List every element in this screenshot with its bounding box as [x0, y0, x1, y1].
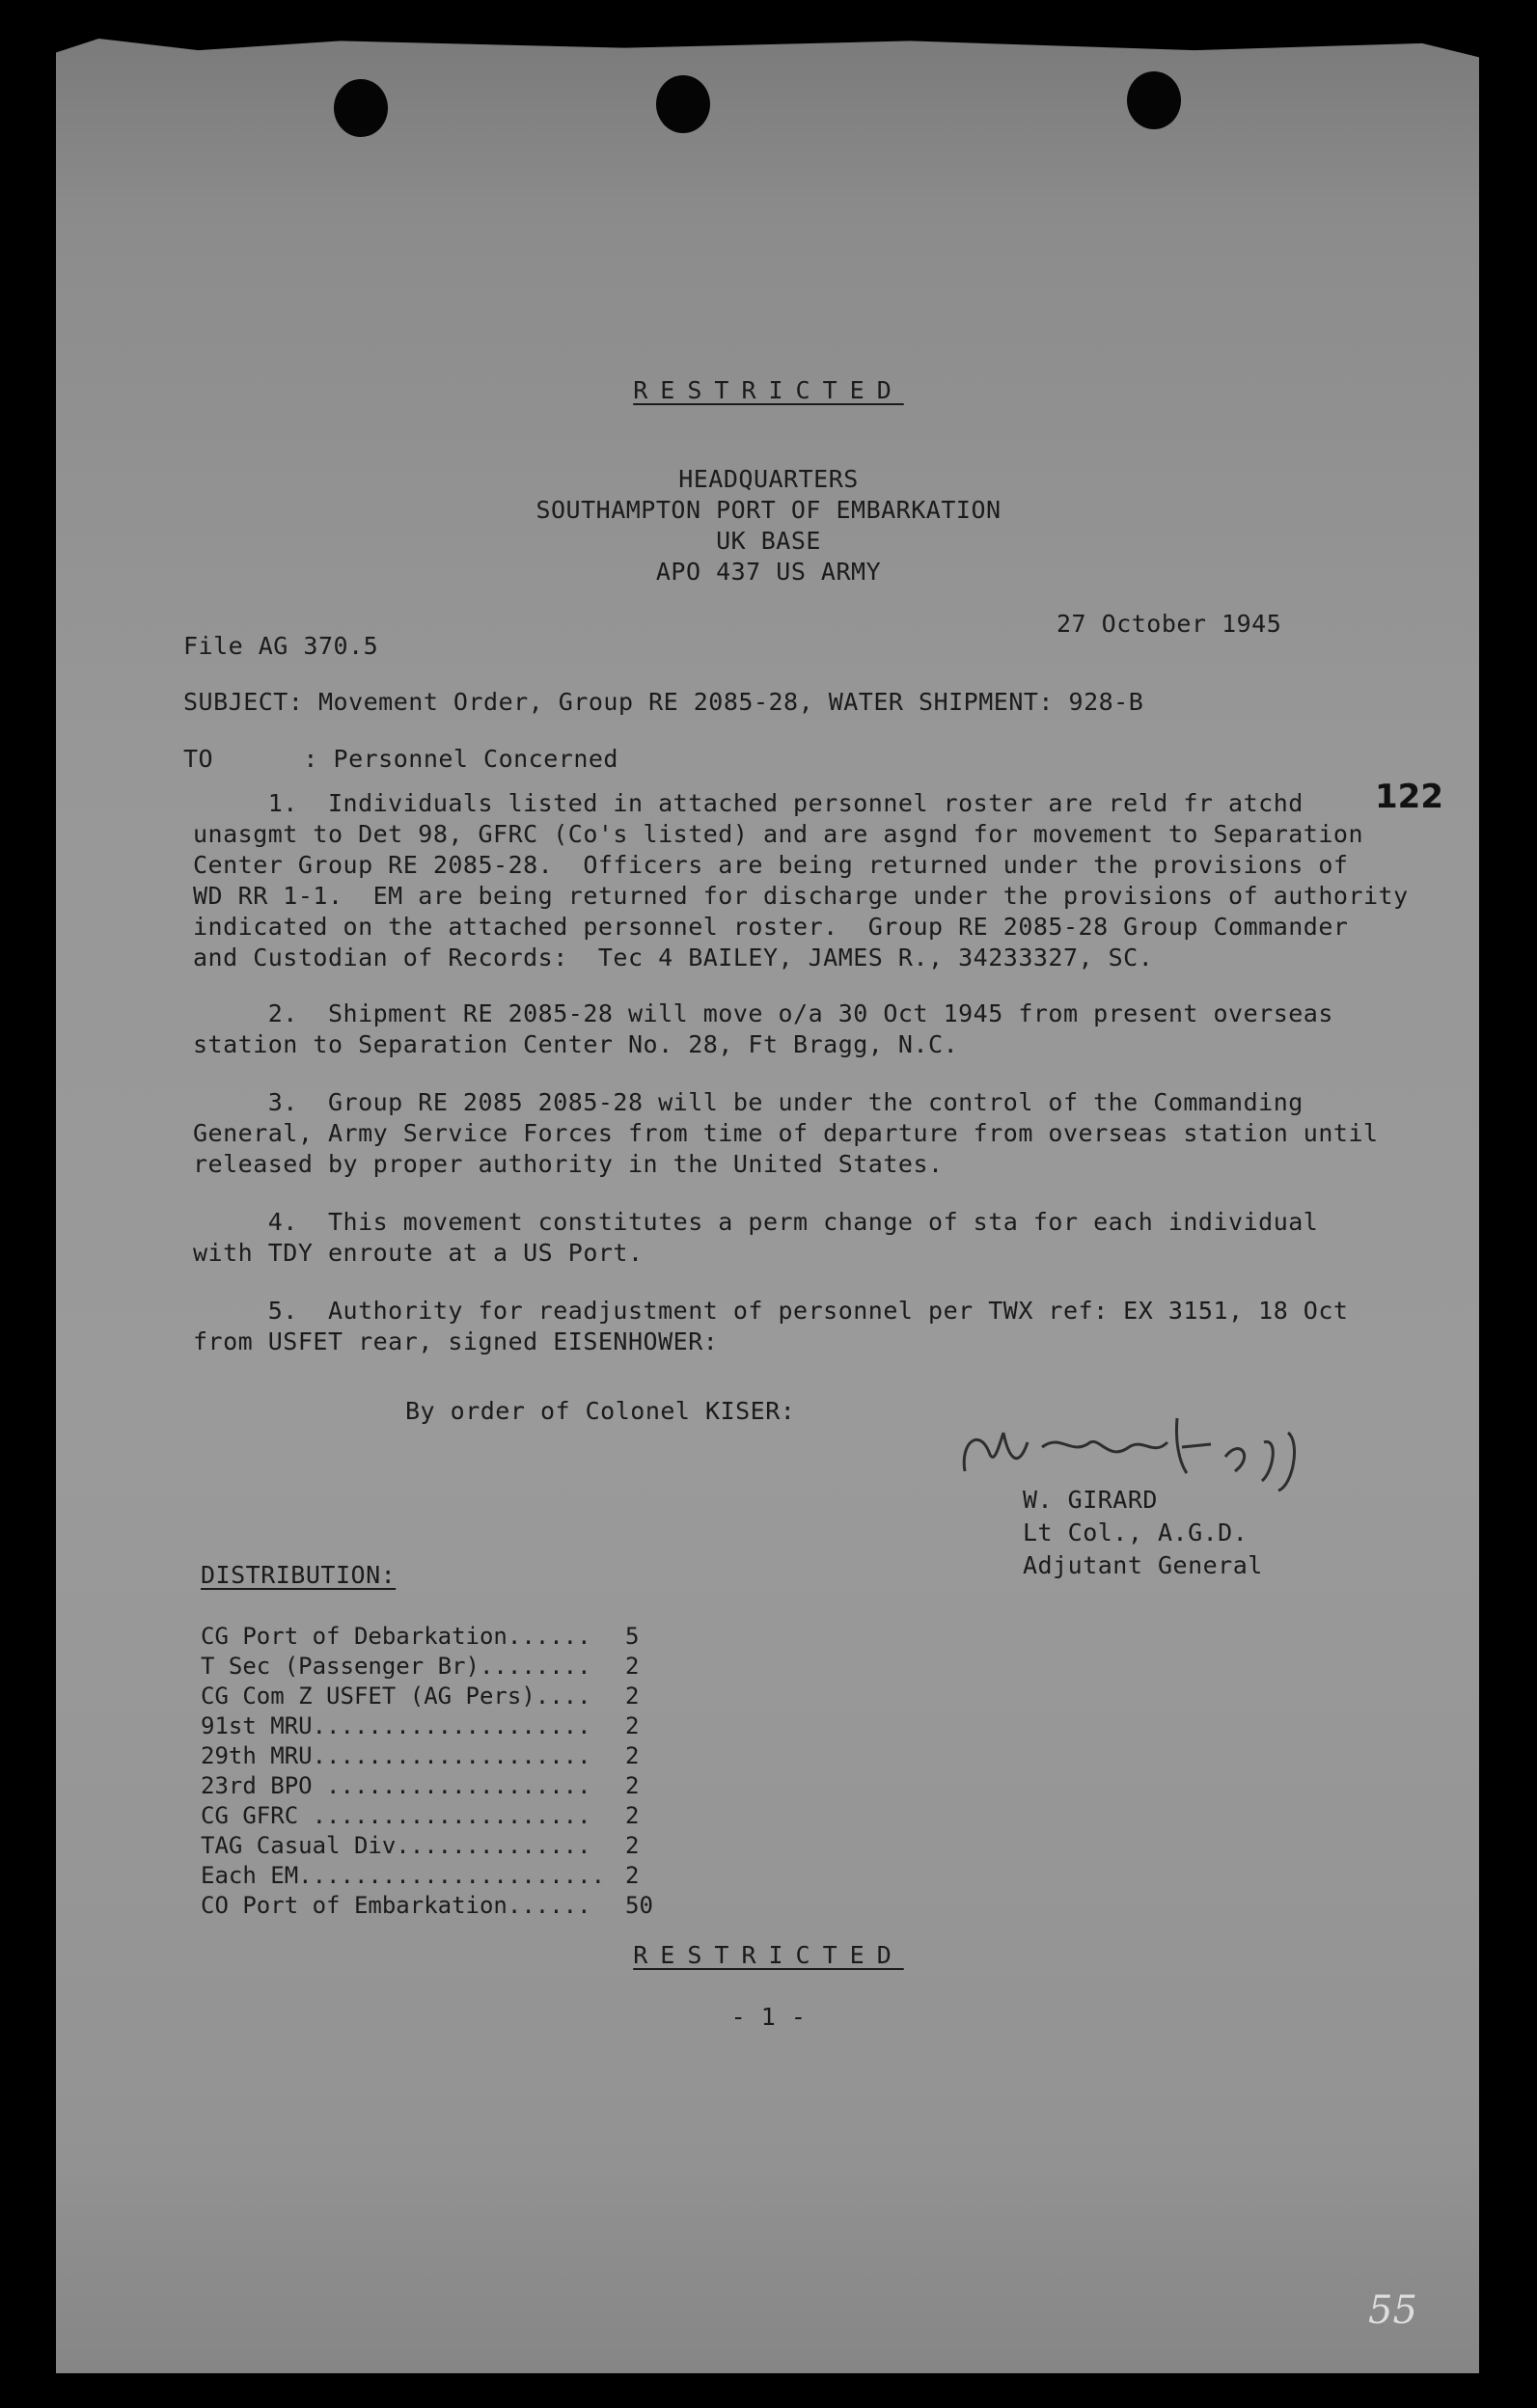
handwritten-signature	[955, 1404, 1322, 1495]
signer-title: Adjutant General	[1023, 1551, 1263, 1579]
distribution-qty: 2	[625, 1772, 640, 1799]
classification-footer: RESTRICTED	[633, 1941, 904, 1969]
distribution-qty: 5	[625, 1623, 640, 1650]
distribution-item	[201, 1683, 640, 1710]
distribution-item	[201, 1802, 640, 1829]
distribution-item	[201, 1712, 640, 1739]
paragraph-line: Center Group RE 2085-28. Officers are being returned under the provisions of	[193, 851, 1349, 879]
paragraph-line: 4. This movement constitutes a perm change of sta for each individual	[193, 1208, 1319, 1236]
distribution-qty: 2	[625, 1683, 640, 1710]
signer-name: W. GIRARD	[1023, 1486, 1158, 1514]
paragraph-line: with TDY enroute at a US Port.	[193, 1239, 644, 1267]
distribution-heading: DISTRIBUTION:	[201, 1561, 397, 1589]
org-line: SOUTHAMPTON PORT OF EMBARKATION	[535, 496, 1002, 524]
distribution-item	[201, 1862, 640, 1889]
document-date: 27 October 1945	[1057, 610, 1282, 638]
corner-handwritten-mark: 55	[1368, 2288, 1417, 2333]
distribution-label: 29th MRU....................	[201, 1742, 591, 1769]
subject-line: SUBJECT: Movement Order, Group RE 2085-28, WATER SHIPMENT: 928-B	[183, 688, 1144, 716]
to-line: TO : Personnel Concerned	[183, 745, 618, 773]
distribution-label: T Sec (Passenger Br)........	[201, 1653, 591, 1680]
paragraph-line: released by proper authority in the United States.	[193, 1150, 944, 1178]
paragraph-line: station to Separation Center No. 28, Ft Bragg, N.C.	[193, 1030, 959, 1058]
page-stamp-number: 122	[1375, 778, 1443, 816]
paragraph-line: 2. Shipment RE 2085-28 will move o/a 30 Oct 1945 from present overseas	[193, 999, 1333, 1027]
distribution-label: 91st MRU....................	[201, 1712, 591, 1739]
punch-hole	[656, 75, 710, 133]
distribution-qty: 2	[625, 1862, 640, 1889]
paragraph-line: 3. Group RE 2085 2085-28 will be under the control of the Commanding	[193, 1088, 1304, 1116]
paragraph-line: unasgmt to Det 98, GFRC (Co's listed) and are asgnd for movement to Separation	[193, 820, 1363, 848]
distribution-label: 23rd BPO ...................	[201, 1772, 591, 1799]
paragraph-line: WD RR 1-1. EM are being returned for discharge under the provisions of authority	[193, 882, 1409, 910]
distribution-item	[201, 1832, 640, 1859]
paragraph-line: from USFET rear, signed EISENHOWER:	[193, 1327, 719, 1355]
distribution-item	[201, 1653, 640, 1680]
by-order-line: By order of Colonel KISER:	[405, 1397, 796, 1425]
distribution-item	[201, 1623, 640, 1650]
distribution-label: CO Port of Embarkation......	[201, 1892, 591, 1919]
distribution-label: CG Port of Debarkation......	[201, 1623, 591, 1650]
distribution-qty: 2	[625, 1712, 640, 1739]
org-line: APO 437 US ARMY	[655, 558, 882, 586]
distribution-qty: 50	[625, 1892, 653, 1919]
distribution-label: CG GFRC ....................	[201, 1802, 591, 1829]
classification-header: RESTRICTED	[633, 376, 904, 404]
distribution-qty: 2	[625, 1832, 640, 1859]
distribution-qty: 2	[625, 1653, 640, 1680]
page-number: - 1 -	[730, 2003, 807, 2031]
org-line: HEADQUARTERS	[678, 465, 859, 493]
paragraph-line: 1. Individuals listed in attached personnel roster are reld fr atchd	[193, 789, 1304, 817]
org-line: UK BASE	[716, 527, 821, 555]
distribution-label: CG Com Z USFET (AG Pers)....	[201, 1683, 591, 1710]
distribution-label: TAG Casual Div..............	[201, 1832, 591, 1859]
punch-hole	[1127, 71, 1181, 129]
distribution-item	[201, 1742, 640, 1769]
distribution-item	[201, 1892, 653, 1919]
file-reference: File AG 370.5	[183, 632, 379, 660]
paragraph-line: and Custodian of Records: Tec 4 BAILEY, JAMES R., 34233327, SC.	[193, 944, 1154, 971]
paragraph-line: indicated on the attached personnel roster. Group RE 2085-28 Group Commander	[193, 913, 1349, 941]
distribution-qty: 2	[625, 1802, 640, 1829]
punch-hole	[334, 79, 388, 137]
signer-rank: Lt Col., A.G.D.	[1023, 1519, 1249, 1546]
distribution-item	[201, 1772, 640, 1799]
distribution-label: Each EM......................	[201, 1862, 606, 1889]
paragraph-line: General, Army Service Forces from time of departure from overseas station until	[193, 1119, 1379, 1147]
paragraph-line: 5. Authority for readjustment of personnel per TWX ref: EX 3151, 18 Oct	[193, 1297, 1349, 1325]
distribution-qty: 2	[625, 1742, 640, 1769]
